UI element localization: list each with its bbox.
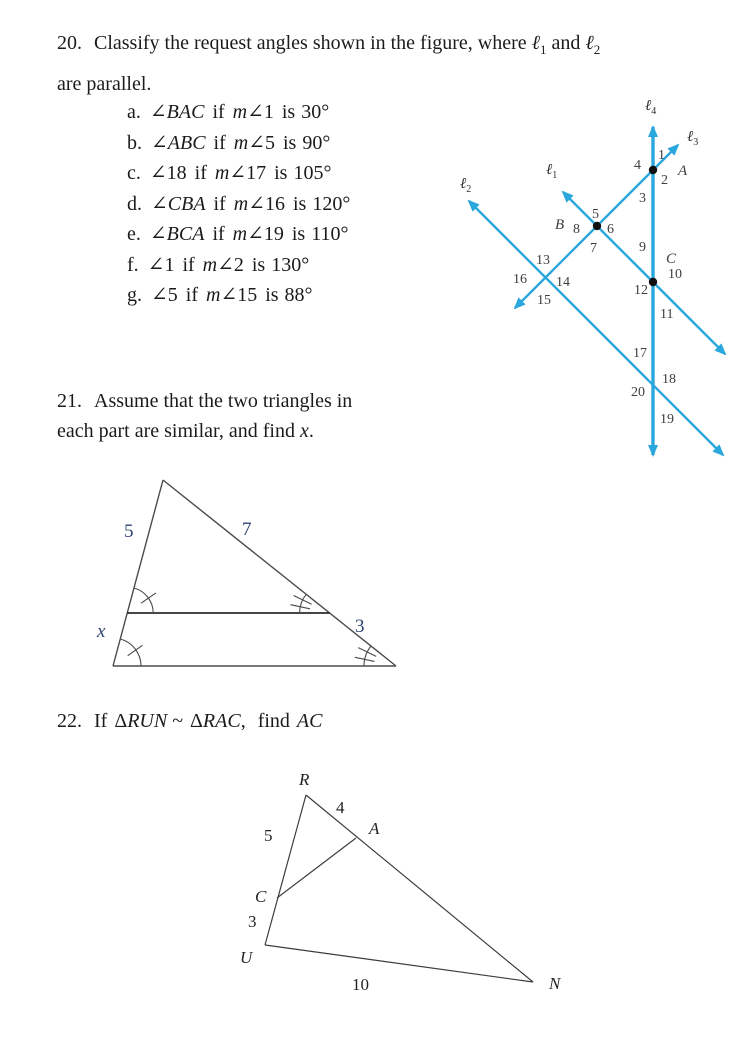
period: . xyxy=(308,419,314,442)
item-b xyxy=(127,128,350,159)
item-angle: ∠1 xyxy=(147,253,175,276)
side-label-5: 5 xyxy=(124,521,134,542)
item-angle: ∠18 xyxy=(149,162,187,184)
label-point-C: C xyxy=(666,251,677,267)
item-angle: ∠BAC xyxy=(149,101,205,123)
line-l1 xyxy=(563,192,725,354)
angle-tick-bottom-left xyxy=(128,645,143,655)
side-RU xyxy=(265,795,306,945)
is-word: is xyxy=(282,131,297,154)
triangle-rac: ΔRAC xyxy=(190,710,241,732)
if-word: if xyxy=(182,253,195,276)
item-measure: m∠5 xyxy=(233,131,275,154)
label-l3: ℓ$_3$ xyxy=(687,129,699,148)
item-letter: a. xyxy=(127,101,141,123)
item-letter: g. xyxy=(127,284,142,306)
item-measure: m∠19 xyxy=(232,223,284,245)
side-label-3: 3 xyxy=(355,616,365,637)
angle-arc-mid-left xyxy=(134,588,153,613)
angle-label-14: 14 xyxy=(556,275,570,290)
label-l1: ℓ$_1$ xyxy=(546,162,558,181)
item-value: 30° xyxy=(301,101,330,123)
item-measure: m∠1 xyxy=(232,101,274,123)
if-word: if xyxy=(194,162,207,184)
figure-similar-triangles xyxy=(55,465,445,690)
item-value: 88° xyxy=(284,284,313,306)
side-label-7: 7 xyxy=(242,519,252,540)
point-C-dot xyxy=(649,278,657,286)
item-angle: ∠CBA xyxy=(151,192,206,215)
item-letter: f. xyxy=(127,253,139,276)
ell1-subscript: 1 xyxy=(540,42,547,57)
variable-x: x xyxy=(299,419,309,442)
side-UN xyxy=(265,945,533,982)
angle-label-18: 18 xyxy=(662,372,676,387)
find-word: find xyxy=(257,710,290,732)
segment-CA xyxy=(277,838,356,898)
is-word: is xyxy=(281,101,296,123)
item-d xyxy=(127,189,350,220)
if-word: if xyxy=(212,223,225,245)
label-l2: ℓ$_2$ xyxy=(460,176,472,195)
angle-label-13: 13 xyxy=(536,253,550,268)
angle-label-3: 3 xyxy=(639,191,646,206)
problem-21-line1-text: Assume that the two triangles in xyxy=(94,390,353,412)
item-letter: e. xyxy=(127,223,141,245)
angle-label-19: 19 xyxy=(660,412,674,427)
angle-label-20: 20 xyxy=(631,385,645,400)
if-word: If xyxy=(94,710,108,732)
problem-20-line2: are parallel. xyxy=(57,73,152,95)
triangle-run: ΔRUN xyxy=(114,710,168,732)
item-value: 130° xyxy=(271,253,310,276)
problem-22-number: 22. xyxy=(57,710,82,732)
problem-22-text xyxy=(57,707,322,736)
vertex-label-C: C xyxy=(255,887,267,906)
angle-label-9: 9 xyxy=(639,240,646,255)
triangle-left-side xyxy=(113,480,163,666)
vertex-label-A: A xyxy=(369,819,380,838)
is-word: is xyxy=(265,284,279,306)
point-B-dot xyxy=(593,222,601,230)
item-angle: ∠5 xyxy=(151,284,178,306)
point-A-dot xyxy=(649,166,657,174)
problem-20-line1-text: Classify the request angles shown in the figure, where xyxy=(94,32,527,54)
angle-label-15: 15 xyxy=(537,293,551,308)
problem-21-line2 xyxy=(57,417,352,447)
item-measure: m∠17 xyxy=(214,162,267,184)
item-a xyxy=(127,97,350,128)
angle-label-17: 17 xyxy=(633,346,647,361)
item-letter: d. xyxy=(127,192,142,215)
angle-label-5: 5 xyxy=(592,207,599,222)
angle-label-10: 10 xyxy=(668,267,682,282)
angle-label-7: 7 xyxy=(590,241,597,256)
item-c xyxy=(127,158,350,189)
problem-20-line1 xyxy=(57,26,747,67)
side-label-4: 4 xyxy=(336,798,345,817)
angle-label-4: 4 xyxy=(634,158,641,173)
problem-21-line1 xyxy=(57,387,352,417)
figure-triangle-run xyxy=(215,755,635,1020)
angle-tick-mid-left xyxy=(141,593,156,603)
triangle-right-side xyxy=(163,480,396,666)
line-l2 xyxy=(469,201,723,455)
figure-parallel-lines xyxy=(430,85,751,480)
side-label-10: 10 xyxy=(352,975,369,994)
target-ac: AC xyxy=(296,710,323,732)
side-label-x: x xyxy=(97,621,106,642)
angle-label-6: 6 xyxy=(607,222,614,237)
item-letter: b. xyxy=(127,131,142,154)
angle-label-11: 11 xyxy=(660,307,674,322)
label-point-B: B xyxy=(555,217,565,233)
vertex-label-N: N xyxy=(549,974,561,993)
item-measure: m∠15 xyxy=(205,284,258,306)
item-angle: ∠BCA xyxy=(149,223,205,245)
angle-label-2: 2 xyxy=(661,173,668,188)
item-g xyxy=(127,280,350,311)
item-angle: ∠ABC xyxy=(151,131,206,154)
item-f xyxy=(127,250,350,281)
angle-label-16: 16 xyxy=(513,272,527,287)
similarity-symbol: ~ xyxy=(172,710,184,732)
ell2-subscript: 2 xyxy=(593,42,601,57)
if-word: if xyxy=(212,101,225,123)
is-word: is xyxy=(274,162,288,184)
side-RN xyxy=(306,795,533,982)
item-value: 90° xyxy=(302,131,331,154)
side-label-3: 3 xyxy=(248,912,257,931)
item-measure: m∠16 xyxy=(233,192,285,215)
problem-20-number: 20. xyxy=(57,32,82,54)
if-word: if xyxy=(185,284,198,306)
angle-label-8: 8 xyxy=(573,222,580,237)
if-word: if xyxy=(213,192,226,215)
item-e xyxy=(127,219,350,250)
angle-label-1: 1 xyxy=(658,148,665,163)
comma: , xyxy=(240,710,246,732)
problem-21-line2-text: each part are similar, and find xyxy=(57,419,295,442)
angle-arc-bottom-left xyxy=(120,639,141,666)
angle-arc-mid-right xyxy=(300,594,307,613)
label-l4: ℓ$_4$ xyxy=(645,98,657,117)
angle-label-12: 12 xyxy=(634,283,648,298)
label-point-A: A xyxy=(678,163,688,179)
is-word: is xyxy=(291,223,306,245)
if-word: if xyxy=(213,131,226,154)
is-word: is xyxy=(292,192,307,215)
angle-arc-bottom-right xyxy=(364,646,371,666)
ell1-symbol: ℓ xyxy=(531,32,541,54)
problem-21-number: 21. xyxy=(57,390,82,412)
item-measure: m∠2 xyxy=(202,253,244,276)
item-letter: c. xyxy=(127,162,141,184)
ell2-symbol: ℓ xyxy=(585,32,594,54)
item-value: 120° xyxy=(312,192,351,215)
and-word: and xyxy=(551,32,581,54)
problem-20-items xyxy=(127,97,350,311)
vertex-label-R: R xyxy=(299,770,310,789)
problem-21-text xyxy=(57,387,352,446)
is-word: is xyxy=(251,253,266,276)
vertex-label-U: U xyxy=(240,948,253,967)
item-value: 110° xyxy=(311,223,349,245)
item-value: 105° xyxy=(293,162,332,184)
side-label-5: 5 xyxy=(264,826,273,845)
